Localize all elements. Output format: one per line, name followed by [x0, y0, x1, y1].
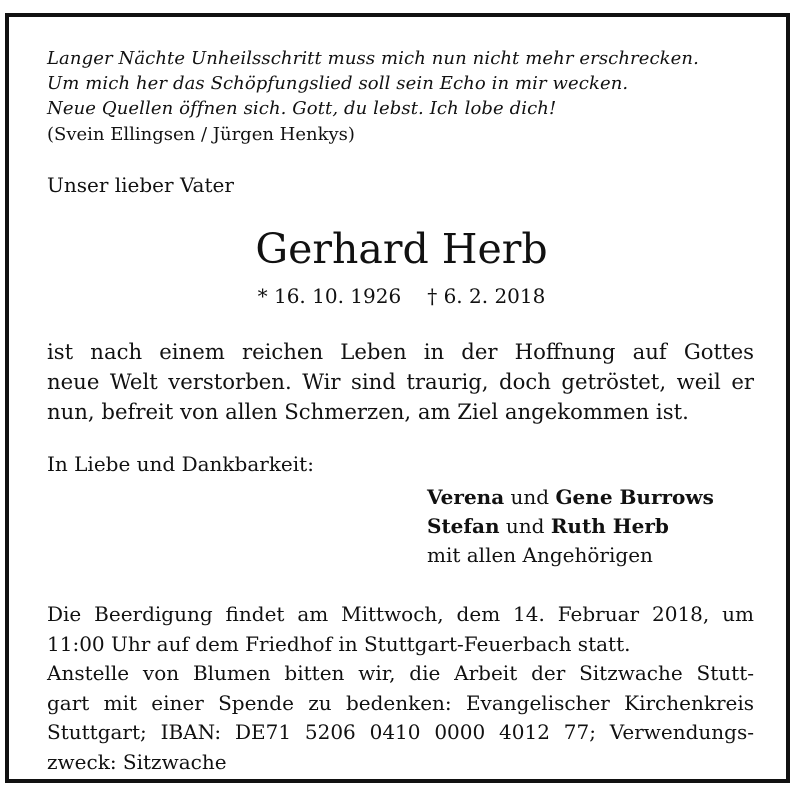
- main-announcement: [47, 337, 754, 427]
- funeral-line: zweck: Sitzwache: [47, 749, 227, 774]
- signatory-joiner: und: [510, 485, 550, 509]
- signatory-name: Verena: [427, 485, 505, 509]
- birth-date: * 16. 10. 1926: [257, 284, 402, 308]
- signatory-name: Stefan: [427, 514, 500, 538]
- verse-line: Neue Quellen öffnen sich. Gott, du lebst. Ich lobe dich!: [47, 98, 557, 119]
- signatory-row: [427, 483, 714, 512]
- verse-credit: (Svein Ellingsen / Jürgen Henkys): [47, 124, 355, 145]
- signatory-joiner: und: [505, 514, 545, 538]
- signatory-relatives: mit allen Angehörigen: [427, 543, 653, 567]
- announcement-line: neue Welt verstorben. Wir sind traurig, doch getröstet, weil er: [47, 369, 754, 394]
- deceased-name: Gerhard Herb: [255, 225, 548, 273]
- announcement-line: ist nach einem reichen Leben in der Hoffnung auf Gottes: [47, 339, 754, 364]
- funeral-line: Anstelle von Blumen bitten wir, die Arbeit der Sitzwache Stutt-: [47, 661, 754, 685]
- closing-phrase: In Liebe und Dankbarkeit:: [47, 452, 314, 476]
- announcement-line: nun, befreit von allen Schmerzen, am Ziel angekommen ist.: [47, 399, 689, 424]
- funeral-details: [47, 600, 754, 777]
- life-dates: [9, 282, 794, 310]
- funeral-line: 11:00 Uhr auf dem Friedhof in Stuttgart-Feuerbach statt.: [47, 631, 631, 656]
- funeral-line: Die Beerdigung findet am Mittwoch, dem 14. Februar 2018, um: [47, 602, 754, 626]
- funeral-line: Stuttgart; IBAN: DE71 5206 0410 0000 4012 77; Verwendungs-: [47, 720, 754, 744]
- signatories: [427, 483, 714, 570]
- signatory-row: [427, 512, 714, 541]
- verse-line: Langer Nächte Unheilsschritt muss mich nun nicht mehr erschrecken.: [47, 48, 699, 69]
- verse-quote: [47, 46, 767, 121]
- signatory-name: Ruth Herb: [550, 514, 669, 538]
- obituary-notice: [5, 13, 790, 783]
- verse-line: Um mich her das Schöpfungslied soll sein Echo in mir wecken.: [47, 73, 629, 94]
- signatory-name: Gene Burrows: [555, 485, 714, 509]
- death-date: † 6. 2. 2018: [427, 284, 546, 308]
- funeral-line: gart mit einer Spende zu bedenken: Evangelischer Kirchenkreis: [47, 690, 754, 715]
- intro-line: Unser lieber Vater: [47, 173, 234, 197]
